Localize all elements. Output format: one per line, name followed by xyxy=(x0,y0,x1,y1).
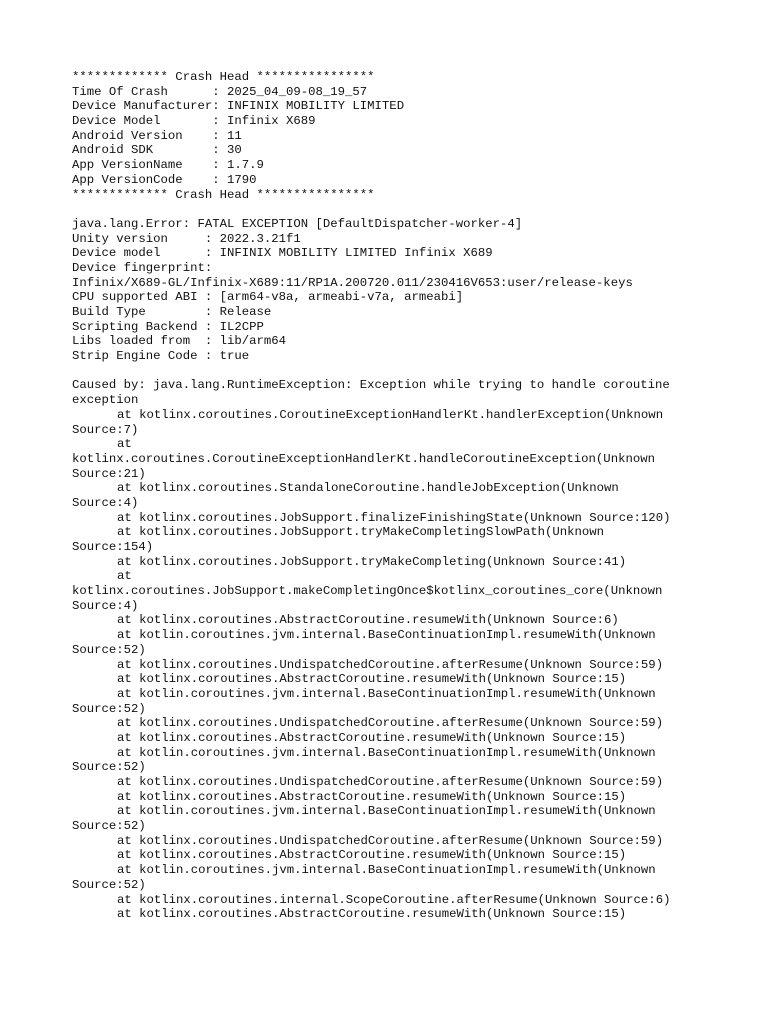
build-type-row: Build Type : Release xyxy=(72,305,272,319)
android-sdk-row: Android SDK : 30 xyxy=(72,143,242,158)
stack-frame-continuation: Source:4) xyxy=(72,495,139,510)
stack-frame-line: at kotlinx.coroutines.JobSupport.tryMakeCompleting(Unknown Source:41) xyxy=(117,554,627,569)
stack-frame-line: at kotlinx.coroutines.StandaloneCoroutine.handleJobException(Unknown xyxy=(117,481,619,496)
app-version-name-row: App VersionName : 1.7.9 xyxy=(72,158,264,173)
caused-by-line: Caused by: java.lang.RuntimeException: Exception while trying to handle coroutine xyxy=(72,378,670,393)
stack-frame-line: at kotlinx.coroutines.UndispatchedCoroutine.afterResume(Unknown Source:59) xyxy=(117,775,664,789)
error-info-section xyxy=(72,217,752,364)
device-model-detail-row: Device model : INFINIX MOBILITY LIMITED Infinix X689 xyxy=(72,246,493,261)
stack-frame-line: at xyxy=(117,437,132,452)
stack-frame-continuation: Source:7) xyxy=(72,422,139,437)
stack-frame-line: at kotlin.coroutines.jvm.internal.BaseContinuationImpl.resumeWith(Unknown xyxy=(117,745,656,760)
stack-frame-line: at kotlinx.coroutines.internal.ScopeCoroutine.afterResume(Unknown Source:6) xyxy=(117,892,671,907)
crash-head-header: ************* Crash Head **************** xyxy=(72,70,375,84)
stack-frame-continuation: Source:52) xyxy=(72,877,146,892)
device-model-row: Device Model : Infinix X689 xyxy=(72,114,316,129)
stack-frame-continuation: Source:21) xyxy=(72,466,146,481)
stack-frame-continuation: kotlinx.coroutines.CoroutineExceptionHandlerKt.handleCoroutineException(Unknown xyxy=(72,451,655,466)
libs-loaded-row: Libs loaded from : lib/arm64 xyxy=(72,334,287,349)
stack-frame-line: at kotlinx.coroutines.JobSupport.finalizeFinishingState(Unknown Source:120) xyxy=(117,510,671,525)
stack-trace-section xyxy=(72,378,752,921)
stack-frame-continuation: kotlinx.coroutines.JobSupport.makeCompletingOnce$kotlinx_coroutines_core(Unknown xyxy=(72,584,663,599)
device-fingerprint-value: Infinix/X689-GL/Infinix-X689:11/RP1A.200720.011/230416V653:user/release-keys xyxy=(72,275,633,290)
stack-frame-line: at kotlinx.coroutines.UndispatchedCoroutine.afterResume(Unknown Source:59) xyxy=(117,716,664,731)
section-spacer xyxy=(72,202,752,217)
crash-log-document xyxy=(72,70,752,922)
crash-time-row: Time Of Crash : 2025_04_09-08_19_57 xyxy=(72,84,368,99)
stack-frame-line: at kotlin.coroutines.jvm.internal.BaseContinuationImpl.resumeWith(Unknown xyxy=(117,804,656,819)
stack-frame-line: at xyxy=(117,569,132,584)
stack-frame-line: at kotlinx.coroutines.UndispatchedCoroutine.afterResume(Unknown Source:59) xyxy=(117,833,664,848)
stack-frame-continuation: Source:52) xyxy=(72,642,146,657)
stack-frame-line: at kotlinx.coroutines.CoroutineExceptionHandlerKt.handlerException(Unknown xyxy=(117,407,664,422)
device-fingerprint-label: Device fingerprint: xyxy=(72,260,213,275)
stack-frame-line: at kotlinx.coroutines.AbstractCoroutine.resumeWith(Unknown Source:15) xyxy=(117,789,627,804)
stack-frame-line: at kotlin.coroutines.jvm.internal.BaseContinuationImpl.resumeWith(Unknown xyxy=(117,686,656,701)
device-manufacturer-row: Device Manufacturer: INFINIX MOBILITY LIMITED xyxy=(72,99,405,114)
stack-frame-list xyxy=(72,408,752,922)
stack-frame-line: at kotlinx.coroutines.AbstractCoroutine.resumeWith(Unknown Source:15) xyxy=(117,730,627,745)
strip-engine-code-row: Strip Engine Code : true xyxy=(72,349,250,364)
scripting-backend-row: Scripting Backend : IL2CPP xyxy=(72,319,264,334)
stack-frame-line: at kotlinx.coroutines.AbstractCoroutine.resumeWith(Unknown Source:15) xyxy=(117,672,627,687)
crash-head-section xyxy=(72,70,752,202)
stack-frame-continuation: Source:4) xyxy=(72,598,139,613)
section-spacer xyxy=(72,364,752,379)
caused-by-continuation: exception xyxy=(72,393,139,408)
app-version-code-row: App VersionCode : 1790 xyxy=(72,172,257,187)
cpu-abi-row: CPU supported ABI : [arm64-v8a, armeabi-v7a, armeabi] xyxy=(72,290,464,305)
stack-frame-continuation: Source:154) xyxy=(72,540,154,554)
unity-version-row: Unity version : 2022.3.21f1 xyxy=(72,231,301,246)
stack-frame-continuation: Source:52) xyxy=(72,760,146,775)
stack-frame-line: at kotlinx.coroutines.AbstractCoroutine.resumeWith(Unknown Source:15) xyxy=(117,848,627,863)
stack-frame-line: at kotlin.coroutines.jvm.internal.BaseContinuationImpl.resumeWith(Unknown xyxy=(117,863,656,878)
stack-frame-line: at kotlinx.coroutines.UndispatchedCoroutine.afterResume(Unknown Source:59) xyxy=(117,657,664,672)
stack-frame-line: at kotlinx.coroutines.AbstractCoroutine.resumeWith(Unknown Source:6) xyxy=(117,613,619,628)
stack-frame-line: at kotlinx.coroutines.AbstractCoroutine.resumeWith(Unknown Source:15) xyxy=(117,907,627,922)
stack-frame-continuation: Source:52) xyxy=(72,701,146,716)
android-version-row: Android Version : 11 xyxy=(72,128,242,143)
stack-frame-line: at kotlinx.coroutines.JobSupport.tryMakeCompletingSlowPath(Unknown xyxy=(117,525,605,540)
stack-frame-line: at kotlin.coroutines.jvm.internal.BaseContinuationImpl.resumeWith(Unknown xyxy=(117,628,656,643)
stack-frame-continuation: Source:52) xyxy=(72,819,146,834)
crash-head-footer: ************* Crash Head **************** xyxy=(72,187,375,202)
fatal-exception-line: java.lang.Error: FATAL EXCEPTION [DefaultDispatcher-worker-4] xyxy=(72,216,523,231)
